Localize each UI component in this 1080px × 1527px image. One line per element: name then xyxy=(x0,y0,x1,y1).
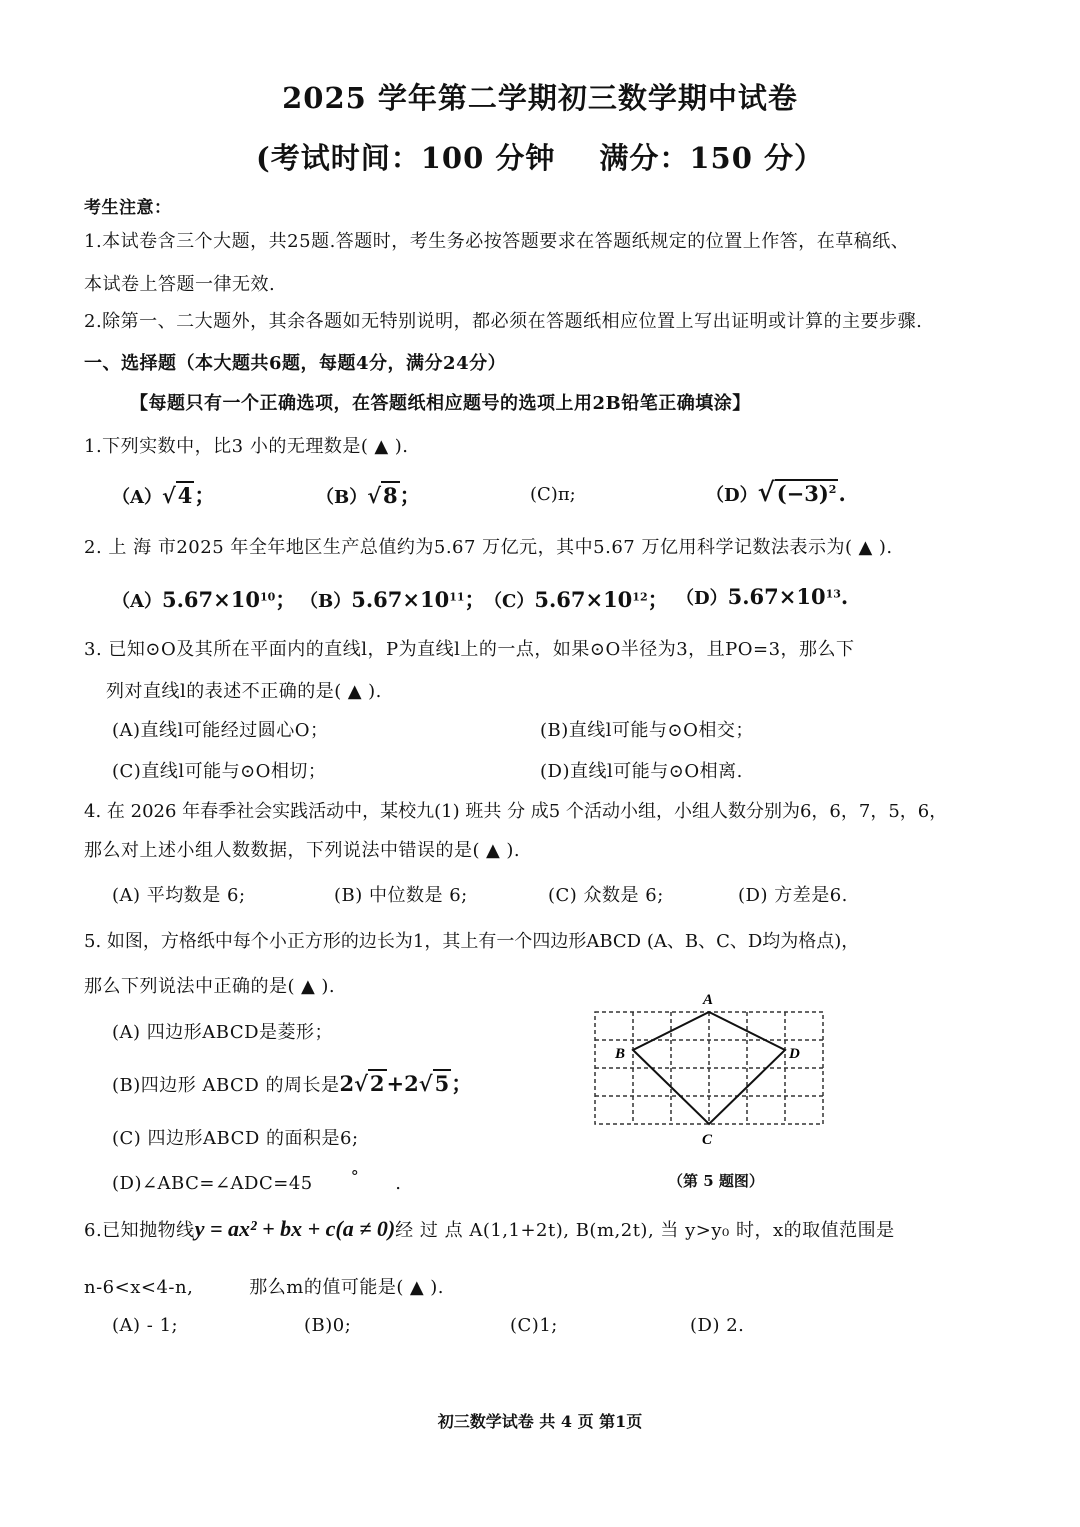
q6-formula: y = ax² + bx + c(a ≠ 0) xyxy=(194,1216,396,1241)
figure-caption: （第 5 题图） xyxy=(668,1172,764,1190)
q1-option-a: （A）√4； xyxy=(112,483,216,508)
q1-option-d: $(D)√(-3)^2$. xyxy=(706,478,846,508)
point-label-a: A xyxy=(703,992,714,1008)
q4-stem-2: 那么对上述小组人数数据，下列说法中错误的是( ▲ ). xyxy=(84,840,521,861)
q2-option-a: $(A)5.67\times 10^{10}$； xyxy=(112,587,297,612)
answer-mark-icon: ▲ xyxy=(409,1277,425,1298)
page-footer: 初三数学试卷 共 4 页 第1页 xyxy=(437,1412,643,1431)
q6-option-d: (D) 2. xyxy=(690,1315,745,1336)
q2-option-b: $(B)5.67\times 10^{11}$； xyxy=(300,587,486,612)
section-1-heading: 一、选择题（本大题共6题，每题4分，满分24分） xyxy=(84,353,507,374)
q6-option-a: (A) - 1; xyxy=(112,1315,179,1336)
exam-info xyxy=(0,136,1080,177)
page-title: 2025 学年第二学期初三数学期中试卷 xyxy=(282,81,798,115)
answer-mark-icon: ▲ xyxy=(301,976,316,997)
point-label-b: B xyxy=(615,1046,626,1062)
q6-stem: 6.已知抛物线y = ax² + bx + c(a ≠ 0)经 过 点 A(1,1+2t), B(m,2t), 当 y>y₀ 时，x的取值范围是 xyxy=(84,1216,895,1241)
notice-line-1b: 本试卷上答题一律无效. xyxy=(84,274,276,295)
q4-stem: 4. 在 2026 年春季社会实践活动中，某校九(1) 班共 分 成5 个活动小组，小组人数分别为6，6，7，5，6， xyxy=(84,801,948,822)
q5-stem-2: 那么下列说法中正确的是( ▲ ). xyxy=(84,976,336,997)
q5-figure xyxy=(585,988,835,1148)
point-label-d: D xyxy=(789,1046,800,1062)
q1-option-c: (C)π; xyxy=(530,484,576,505)
q5-option-c: (C) 四边形ABCD 的面积是6; xyxy=(112,1128,359,1149)
q3-stem: 3. 已知⊙O及其所在平面内的直线l，P为直线l上的一点，如果⊙O半径为3，且PO=3，那么下 xyxy=(84,639,855,660)
q3-option-b: (B)直线l可能与⊙O相交； xyxy=(540,720,754,741)
exam-time: (考试时间：100 分钟 xyxy=(256,141,556,175)
point-label-c: C xyxy=(702,1132,713,1148)
q5-option-b: (B)四边形 ABCD 的周长是2√2+2√5； xyxy=(112,1071,473,1096)
q6-stem-2: n-6<x<4-n, 那么m的值可能是( ▲ ). xyxy=(84,1277,444,1298)
notice-line-2: 2.除第一、二大题外，其余各题如无特别说明，都必须在答题纸相应位置上写出证明或计算的主要步骤. xyxy=(84,311,923,332)
answer-mark-icon: ▲ xyxy=(347,681,363,702)
answer-mark-icon: ▲ xyxy=(486,840,501,861)
q3-option-d: (D)直线l可能与⊙O相离. xyxy=(540,761,743,782)
q2-stem: 2. 上 海 市2025 年全年地区生产总值约为5.67 万亿元，其中5.67 万亿用科学记数法表示为( ▲ ). xyxy=(84,537,893,558)
q5-option-a: (A) 四边形ABCD是菱形； xyxy=(112,1022,334,1043)
exam-score: 满分：150 分） xyxy=(599,141,824,175)
answer-mark-icon: ▲ xyxy=(374,436,389,457)
q6-option-c: (C)1; xyxy=(510,1315,558,1336)
q2-option-d: $(D)5.67\times 10^{13}$. xyxy=(676,584,849,609)
q6-option-b: (B)0; xyxy=(304,1315,352,1336)
q5-stem: 5. 如图，方格纸中每个小正方形的边长为1，其上有一个四边形ABCD (A、B、C、D均为格点)， xyxy=(84,931,860,952)
q2-option-c: $(C)5.67\times 10^{12}$； xyxy=(484,587,669,612)
q4-option-c: (C) 众数是 6; xyxy=(548,885,664,906)
q3-stem-2: 列对直线l的表述不正确的是( ▲ ). xyxy=(106,681,382,702)
q5-option-d: (D)∠ABC=∠ADC=45 ° . xyxy=(112,1167,402,1194)
notice-line-1: 1.本试卷含三个大题，共25题.答题时，考生务必按答题要求在答题纸规定的位置上作答，在草稿纸、 xyxy=(84,231,910,252)
q1-option-b: （B）√8； xyxy=(316,483,421,508)
q4-option-d: (D) 方差是6. xyxy=(738,885,848,906)
q4-option-b: (B) 中位数是 6; xyxy=(334,885,468,906)
q4-option-a: (A) 平均数是 6; xyxy=(112,885,246,906)
q3-option-a: (A)直线l可能经过圆心O； xyxy=(112,720,329,741)
notice-heading: 考生注意： xyxy=(84,198,172,218)
q1-stem: 1.下列实数中，比3 小的无理数是( ▲ ). xyxy=(84,436,409,457)
q3-option-c: (C)直线l可能与⊙O相切； xyxy=(112,761,327,782)
section-1-instruction: 【每题只有一个正确选项，在答题纸相应题号的选项上用2B铅笔正确填涂】 xyxy=(130,393,751,414)
answer-mark-icon: ▲ xyxy=(858,537,873,558)
grid-lines xyxy=(595,1012,823,1124)
